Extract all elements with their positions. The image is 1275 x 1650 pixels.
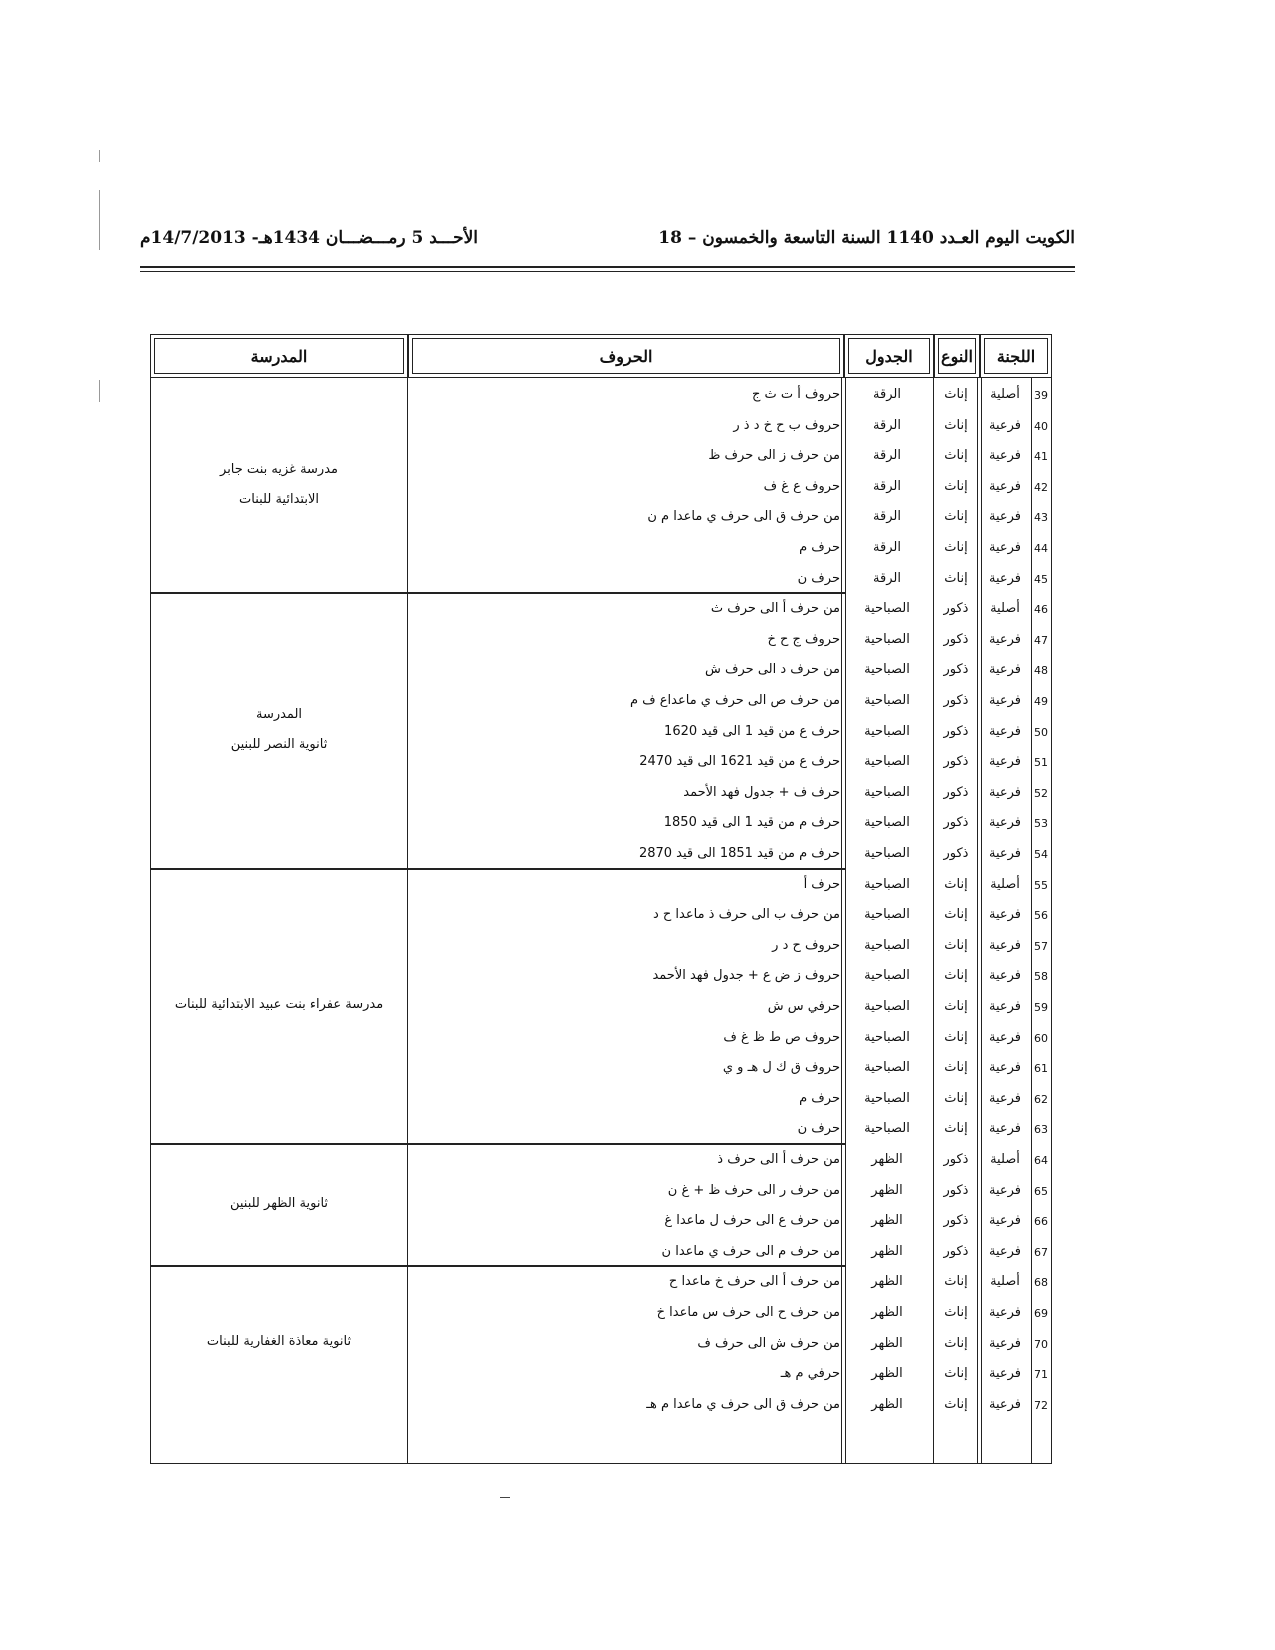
letters-cell: حرف ن — [797, 570, 840, 586]
letters-cell: من حرف أ الى حرف ث — [710, 601, 840, 617]
type-cell: إناث — [944, 387, 968, 402]
committee-cell: فرعية — [988, 509, 1022, 525]
type-cell: إناث — [944, 478, 968, 494]
committee-cell: أصلية — [990, 1274, 1020, 1290]
type-cell: ذكور — [943, 693, 969, 708]
school-name-line: الابتدائية للبنات — [239, 492, 319, 508]
school-cell — [150, 1143, 408, 1265]
row-number: 41 — [1034, 450, 1048, 464]
letters-cell: حروف ع غ ف — [763, 478, 840, 494]
committee-cell: فرعية — [988, 1029, 1022, 1045]
row-number: 49 — [1034, 695, 1048, 708]
type-cell: إناث — [944, 999, 968, 1014]
table-cell: الصباحية — [864, 723, 910, 739]
type-cell: إناث — [944, 968, 968, 984]
header-committee: اللجنة — [980, 334, 1052, 378]
type-cell: ذكور — [943, 1213, 969, 1229]
committee-cell: فرعية — [988, 846, 1022, 861]
row-number: 52 — [1034, 786, 1048, 800]
table-cell: الرقة — [873, 417, 901, 433]
letters-cell: حرف م — [799, 540, 840, 555]
header-type: النوع — [934, 334, 980, 378]
table-cell: الصباحية — [864, 999, 910, 1014]
type-cell: إناث — [944, 1121, 968, 1137]
type-cell: إناث — [944, 1305, 968, 1320]
row-number: 71 — [1034, 1368, 1048, 1382]
row-number: 62 — [1034, 1092, 1048, 1106]
letters-cell: حروف ج ح خ — [767, 631, 840, 647]
school-name-line: مدرسة عفراء بنت عبيد الابتدائية للبنات — [174, 997, 384, 1013]
letters-cell: من حرف ق الى حرف ي ماعدا م هـ — [646, 1396, 840, 1412]
school-name-line: مدرسة غزيه بنت جابر — [220, 462, 338, 478]
type-cell: إناث — [944, 1366, 968, 1382]
type-cell: إناث — [944, 1060, 968, 1076]
committee-cell: فرعية — [988, 1213, 1022, 1229]
letters-cell: من حرف ز الى حرف ظ — [708, 448, 840, 464]
table-cell: الظهر — [871, 1213, 903, 1229]
header-rule — [140, 266, 1075, 268]
letters-cell: من حرف ص الى حرف ي ماعداع ف م — [630, 693, 840, 708]
letters-cell: حروف أ ت ث ج — [752, 387, 840, 402]
row-number: 68 — [1034, 1276, 1048, 1290]
table-cell: الصباحية — [864, 1090, 910, 1106]
school-cell — [150, 378, 408, 592]
header-letters: الحروف — [408, 334, 844, 378]
letters-cell: من حرف ق الى حرف ي ماعدا م ن — [647, 509, 840, 525]
committee-cell: فرعية — [988, 1060, 1022, 1076]
table-cell: الظهر — [871, 1182, 903, 1198]
row-number: 57 — [1034, 939, 1048, 953]
table-cell: الصباحية — [864, 601, 910, 617]
committee-cell: فرعية — [988, 631, 1022, 647]
row-number: 43 — [1034, 511, 1048, 525]
committee-cell: فرعية — [988, 754, 1022, 770]
table-cell: الصباحية — [864, 937, 910, 953]
table-cell: الظهر — [871, 1305, 903, 1320]
committees-table — [150, 334, 1052, 1464]
table-cell: الصباحية — [864, 907, 910, 923]
type-cell: ذكور — [943, 1243, 969, 1259]
row-number: 58 — [1034, 970, 1048, 984]
row-number: 40 — [1034, 419, 1048, 433]
table-cell: الرقة — [873, 509, 901, 525]
type-cell: إناث — [944, 1335, 968, 1351]
type-cell: ذكور — [943, 631, 969, 647]
type-cell: ذكور — [943, 1152, 969, 1167]
type-cell: إناث — [944, 937, 968, 953]
letters-cell: حرف ف + جدول فهد الأحمد — [683, 784, 840, 800]
committee-cell: فرعية — [988, 723, 1022, 739]
type-cell: ذكور — [943, 723, 969, 739]
school-name-line: ثانوية الظهر للبنين — [229, 1196, 329, 1212]
margin-mark — [99, 380, 100, 402]
letters-cell: حرف ع من قيد 1621 الى قيد 2470 — [639, 754, 840, 770]
letters-cell: من حرف أ الى حرف خ ماعدا ح — [668, 1274, 840, 1290]
committee-cell: فرعية — [988, 999, 1022, 1014]
header-school: المدرسة — [150, 334, 408, 378]
type-cell: ذكور — [943, 601, 969, 617]
row-number: 55 — [1034, 878, 1048, 892]
committee-cell: فرعية — [988, 1396, 1022, 1412]
letters-cell: حرف أ — [803, 876, 840, 892]
header-table: الجدول — [844, 334, 934, 378]
committee-cell: أصلية — [990, 876, 1020, 892]
row-number: 46 — [1034, 603, 1048, 617]
row-number: 61 — [1034, 1062, 1048, 1076]
row-number: 45 — [1034, 572, 1048, 586]
letters-cell: حرف م من قيد 1851 الى قيد 2870 — [638, 846, 840, 861]
committee-cell: فرعية — [988, 417, 1022, 433]
row-number: 70 — [1034, 1337, 1048, 1351]
margin-mark — [99, 150, 100, 162]
page-header — [140, 228, 1075, 258]
issue-date: الأحـــد 5 رمـــضـــان 1434هـ- 14/7/2013م — [140, 228, 479, 248]
table-cell: الصباحية — [864, 693, 910, 708]
table-cell: الصباحية — [864, 662, 910, 678]
type-cell: إناث — [944, 509, 968, 525]
header-rule — [140, 271, 1075, 272]
table-cell: الظهر — [871, 1152, 903, 1167]
type-cell: ذكور — [943, 784, 969, 800]
letters-cell: من حرف م الى حرف ي ماعدا ن — [661, 1243, 840, 1259]
type-cell: إناث — [944, 907, 968, 923]
table-cell: الصباحية — [864, 1121, 910, 1137]
row-number: 39 — [1034, 389, 1048, 402]
letters-cell: حرف ع من قيد 1 الى قيد 1620 — [664, 723, 840, 739]
table-cell: الظهر — [871, 1274, 903, 1290]
committee-cell: فرعية — [988, 968, 1022, 984]
type-cell: ذكور — [943, 1182, 969, 1198]
type-cell: إناث — [944, 1396, 968, 1412]
school-cell — [150, 1265, 408, 1418]
letters-cell: حرف ن — [797, 1121, 840, 1137]
committee-cell: فرعية — [988, 662, 1022, 678]
letters-cell: من حرف ش الى حرف ف — [697, 1335, 840, 1351]
table-cell: الرقة — [873, 387, 901, 402]
row-number: 66 — [1034, 1215, 1048, 1229]
type-cell: ذكور — [943, 815, 969, 831]
table-cell: الصباحية — [864, 815, 910, 831]
row-number: 65 — [1034, 1184, 1048, 1198]
row-number: 53 — [1034, 817, 1048, 831]
committee-cell: فرعية — [988, 448, 1022, 464]
letters-cell: من حرف ب الى حرف ذ ماعدا ح د — [652, 907, 840, 923]
committee-cell: أصلية — [990, 1152, 1020, 1167]
table-cell: الصباحية — [864, 1060, 910, 1076]
type-cell: ذكور — [943, 754, 969, 770]
committee-cell: فرعية — [988, 693, 1022, 708]
type-cell: إناث — [944, 876, 968, 892]
committee-cell: فرعية — [988, 784, 1022, 800]
row-number: 47 — [1034, 633, 1048, 647]
letters-cell: من حرف د الى حرف ش — [705, 662, 840, 678]
letters-cell: حروف ص ط ظ غ ف — [723, 1029, 840, 1045]
row-number: 50 — [1034, 725, 1048, 739]
table-header — [150, 334, 1052, 378]
letters-cell: حرف م من قيد 1 الى قيد 1850 — [663, 815, 840, 831]
table-cell: الظهر — [871, 1396, 903, 1412]
type-cell: ذكور — [943, 662, 969, 678]
committee-cell: فرعية — [988, 1243, 1022, 1259]
row-number: 54 — [1034, 848, 1048, 861]
table-cell: الظهر — [871, 1366, 903, 1382]
publication-info: الكويت اليوم العـدد 1140 السنة التاسعة والخمسون – 18 — [658, 228, 1075, 248]
letters-cell: من حرف ر الى حرف ظ + غ ن — [667, 1182, 840, 1198]
table-cell: الصباحية — [864, 631, 910, 647]
table-cell: الصباحية — [864, 1029, 910, 1045]
school-name-line: ثانوية النصر للبنين — [230, 736, 328, 752]
letters-cell: من حرف أ الى حرف ذ — [717, 1152, 840, 1167]
committee-cell: أصلية — [990, 601, 1020, 617]
committee-cell: فرعية — [988, 540, 1022, 555]
type-cell: إناث — [944, 540, 968, 555]
row-number: 48 — [1034, 664, 1048, 678]
table-cell: الصباحية — [864, 968, 910, 984]
letters-cell: حرفي م هـ — [780, 1366, 840, 1382]
letters-cell: حروف ح د ر — [772, 937, 840, 953]
table-cell: الرقة — [873, 478, 901, 494]
table-cell: الصباحية — [864, 754, 910, 770]
table-cell: الظهر — [871, 1335, 903, 1351]
row-number: 51 — [1034, 756, 1048, 770]
letters-cell: حروف ق ك ل هـ و ي — [722, 1060, 840, 1076]
committee-cell: أصلية — [990, 387, 1020, 402]
table-cell: الصباحية — [864, 846, 910, 861]
row-number: 67 — [1034, 1245, 1048, 1259]
table-cell: الظهر — [871, 1243, 903, 1259]
row-number: 44 — [1034, 542, 1048, 555]
row-number: 42 — [1034, 480, 1048, 494]
type-cell: إناث — [944, 1274, 968, 1290]
table-cell: الصباحية — [864, 784, 910, 800]
committee-cell: فرعية — [988, 478, 1022, 494]
letters-cell: حروف ب ح خ د ذ ر — [733, 417, 840, 433]
table-cell: الرقة — [873, 570, 901, 586]
letters-cell: من حرف ع الى حرف ل ماعدا غ — [664, 1213, 840, 1229]
type-cell: إناث — [944, 1029, 968, 1045]
committee-cell: فرعية — [988, 1182, 1022, 1198]
type-cell: إناث — [944, 1090, 968, 1106]
row-number: 60 — [1034, 1031, 1048, 1045]
type-cell: إناث — [944, 448, 968, 464]
row-number: 69 — [1034, 1307, 1048, 1320]
type-cell: إناث — [944, 570, 968, 586]
letters-cell: حرف م — [799, 1090, 840, 1106]
committee-cell: فرعية — [988, 937, 1022, 953]
row-number: 72 — [1034, 1398, 1048, 1412]
committee-cell: فرعية — [988, 1305, 1022, 1320]
committee-cell: فرعية — [988, 570, 1022, 586]
committee-cell: فرعية — [988, 815, 1022, 831]
letters-cell: حرفي س ش — [767, 999, 840, 1014]
table-cell: الصباحية — [864, 876, 910, 892]
committee-cell: فرعية — [988, 1090, 1022, 1106]
committee-cell: فرعية — [988, 1335, 1022, 1351]
committee-cell: فرعية — [988, 907, 1022, 923]
table-cell: الرقة — [873, 448, 901, 464]
school-cell — [150, 868, 408, 1143]
school-name-line: ثانوية معاذة الغفارية للبنات — [206, 1333, 352, 1349]
type-cell: إناث — [944, 417, 968, 433]
row-number: 63 — [1034, 1123, 1048, 1137]
margin-mark — [99, 190, 100, 250]
letters-cell: حروف ز ض ع + جدول فهد الأحمد — [652, 968, 840, 984]
page-mark — [500, 1497, 510, 1498]
row-number: 59 — [1034, 1001, 1048, 1014]
row-number: 56 — [1034, 909, 1048, 923]
school-cell — [150, 592, 408, 867]
school-name-line: المدرسة — [255, 706, 303, 722]
committee-cell: فرعية — [988, 1121, 1022, 1137]
table-cell: الرقة — [873, 540, 901, 555]
type-cell: ذكور — [943, 846, 969, 861]
row-number: 64 — [1034, 1154, 1048, 1167]
letters-cell: من حرف ح الى حرف س ماعدا خ — [656, 1305, 840, 1320]
committee-cell: فرعية — [988, 1366, 1022, 1382]
